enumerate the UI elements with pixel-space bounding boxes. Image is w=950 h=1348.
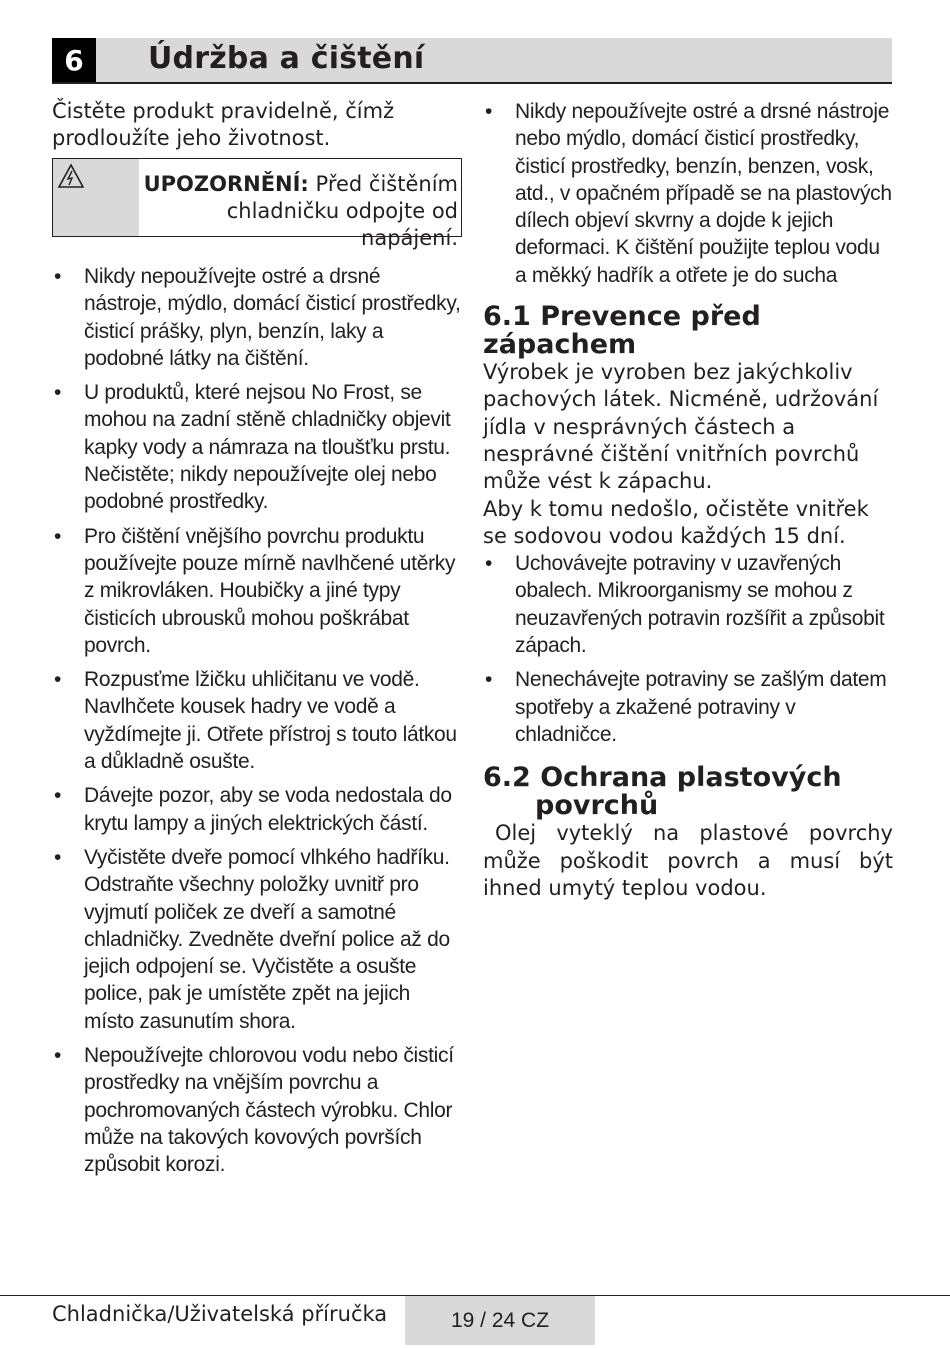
right-column bbox=[483, 98, 893, 902]
section-title-plastic bbox=[483, 764, 893, 820]
warning-text-line2: chladničku odpojte od napájení. bbox=[226, 199, 458, 250]
list-item: • Uchovávejte potraviny v uzavřených obalech. Mikroorganismy se mohou z neuzavřených potravin rozšířit a způsobit zápach. bbox=[483, 550, 893, 659]
warning-text bbox=[143, 171, 458, 252]
list-item: • Nepoužívejte chlorovou vodu nebo čisticí prostředky na vnějším povrchu a pochromovaných částech výrobku. Chlor může na takových kovových površích způsobit korozi. bbox=[52, 1042, 462, 1178]
plastic-paragraph: Olej vyteklý na plastové povrchy může poškodit povrch a musí být ihned umytý teplou vodou. bbox=[483, 821, 893, 900]
warning-text-line1: Před čištěním bbox=[308, 172, 458, 196]
list-item: • Dávejte pozor, aby se voda nedostala do krytu lampy a jiných elektrických částí. bbox=[52, 782, 462, 837]
section-title-plastic-line1: 6.2 Ochrana plastových bbox=[483, 762, 842, 794]
footer-page-number: 19 / 24 CZ bbox=[405, 1296, 595, 1345]
chapter-title: Údržba a čištění bbox=[148, 41, 425, 76]
warning-icon-panel bbox=[53, 159, 139, 236]
chapter-number: 6 bbox=[52, 38, 96, 82]
list-item: • Pro čištění vnějšího povrchu produktu používejte pouze mírně navlhčené utěrky z mikrovláken. Houbičky a jiné typy čisticích ubrousků mohou poškrábat povrch. bbox=[52, 523, 462, 659]
plastic-bullet-list bbox=[483, 98, 893, 289]
warning-label: UPOZORNĚNÍ: bbox=[143, 172, 309, 196]
list-item: • Vyčistěte dveře pomocí vlhkého hadříku. Odstraňte všechny položky uvnitř pro vyjmutí poliček ze dveří a samotné chladničky. Zvedněte dveřní police až do jejich odpojení se. Vyčistěte a osušte police, pak je umístěte zpět na jejich místo zasunutím shora. bbox=[52, 844, 462, 1035]
list-item: • Nenechávejte potraviny se zašlým datem spotřeby a zkažené potraviny v chladničce. bbox=[483, 666, 893, 748]
list-item: • Nikdy nepoužívejte ostré a drsné nástroje, mýdlo, domácí čisticí prostředky, čisticí prášky, plyn, benzín, laky a podobné látky na čištění. bbox=[52, 263, 462, 372]
odor-bullet-list bbox=[483, 550, 893, 748]
cleaning-bullet-list bbox=[52, 263, 462, 1179]
list-item: • Rozpusťme lžičku uhličitanu ve vodě. Navlhčete kousek hadry ve vodě a vyždímejte ji. Otřete přístroj s touto látkou a důkladně osušte. bbox=[52, 666, 462, 775]
footer-manual-title: Chladnička/Uživatelská příručka bbox=[52, 1302, 388, 1326]
intro-text: Čistěte produkt pravidelně, čímž prodloužíte jeho životnost. bbox=[52, 99, 395, 150]
odor-paragraph-2: Aby k tomu nedošlo, očistěte vnitřek se sodovou vodou každých 15 dní. bbox=[483, 496, 869, 548]
electric-warning-icon bbox=[57, 163, 85, 189]
warning-box bbox=[52, 158, 462, 250]
section-title-odor: 6.1 Prevence před zápachem bbox=[483, 301, 761, 361]
section-title-plastic-line2: povrchů bbox=[535, 790, 659, 822]
list-item: • Nikdy nepoužívejte ostré a drsné nástroje nebo mýdlo, domácí čisticí prostředky, čisticí prostředky, benzín, benzen, vosk, atd., v opačném případě se na plastových dílech objeví skvrny a dojde k jejich deformaci. K čištění použijte teplou vodu a měkký hadřík a otřete je do sucha bbox=[483, 98, 893, 289]
left-column bbox=[52, 98, 462, 1186]
odor-paragraph-1: Výrobek je vyroben bez jakýchkoliv pachových látek. Nicméně, udržování jídla v nesprávných částech a nesprávné čištění vnitřních povrchů může vést k zápachu. bbox=[483, 360, 879, 494]
chapter-header bbox=[52, 38, 892, 84]
list-item: • U produktů, které nejsou No Frost, se mohou na zadní stěně chladničky objevit kapky vody a námraza na tloušťku prstu. Nečistěte; nikdy nepoužívejte olej nebo podobné prostředky. bbox=[52, 379, 462, 515]
